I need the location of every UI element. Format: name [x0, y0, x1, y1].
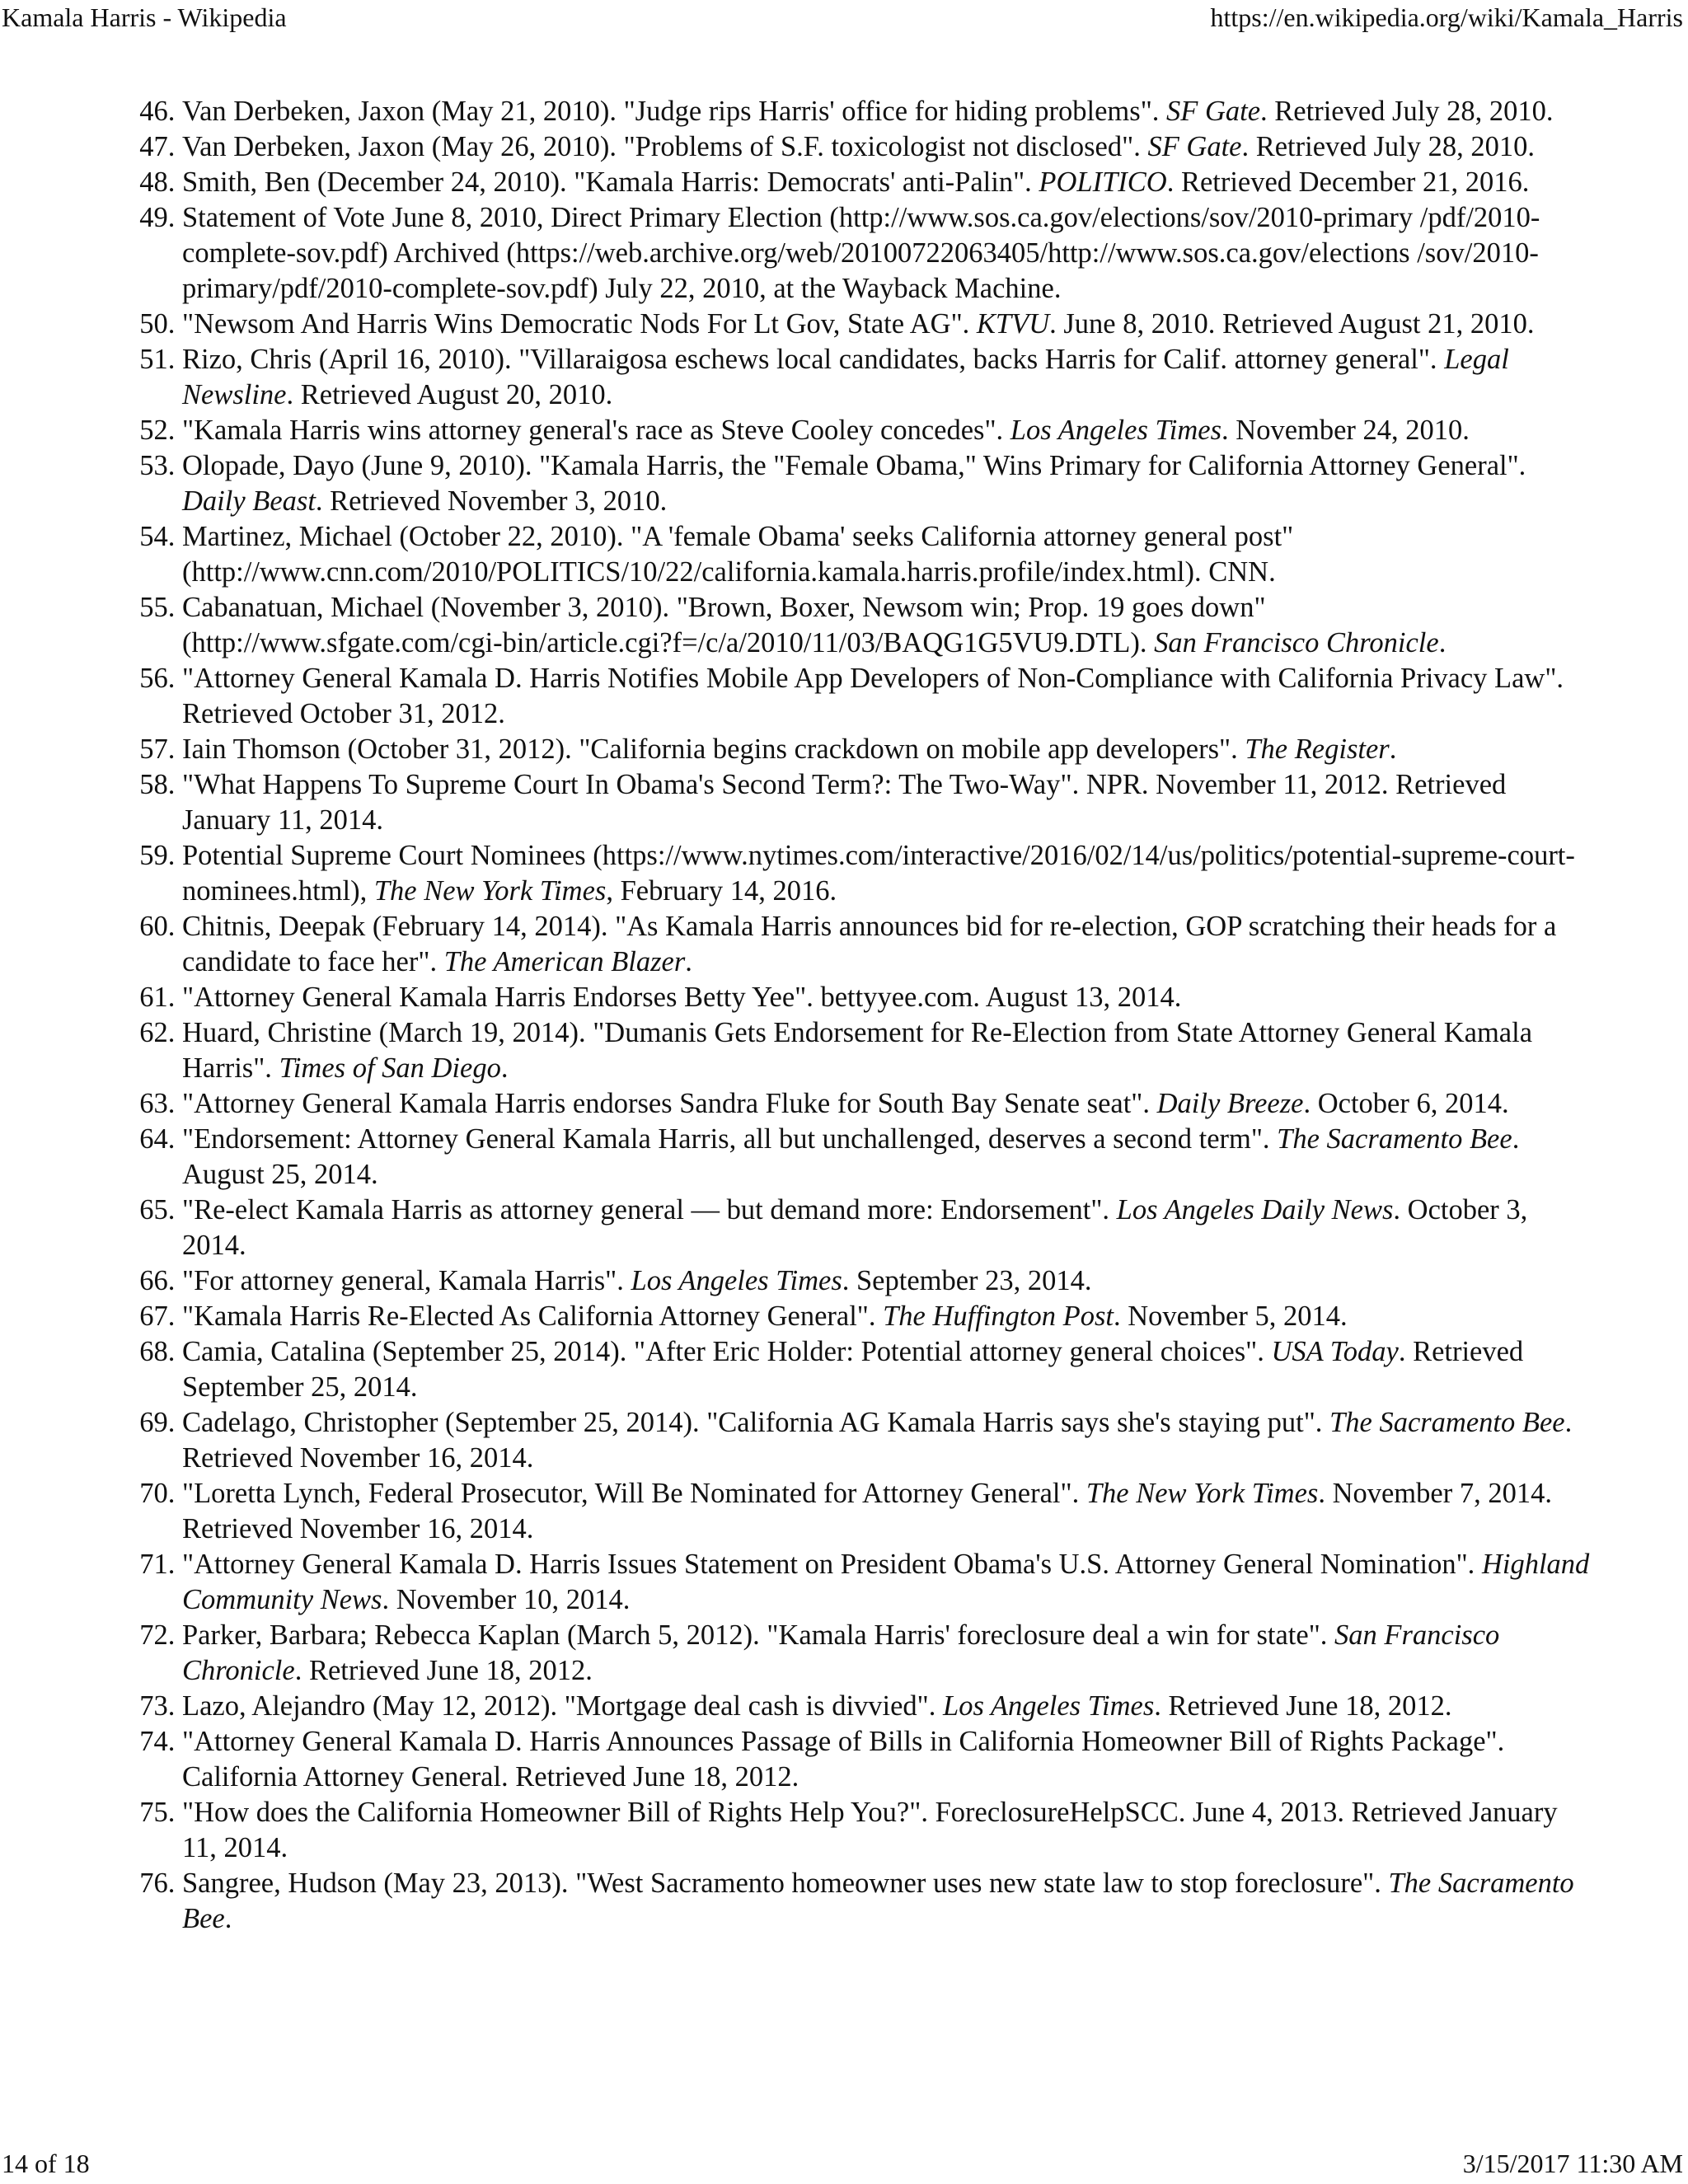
reference-source: SF Gate: [1147, 131, 1242, 162]
reference-text: Statement of Vote June 8, 2010, Direct Primary Election (http://www.sos.ca.gov/elections/sov/2010-primary /pdf/2010-complete-sov.pdf) Archived (https://web.archive.org/web/20100722063405/http://www.sos.ca.gov/elections /sov/2010-primary/pdf/2010-complete-sov.pdf) July 22, 2010, at the Wayback Machine.: [182, 202, 1540, 304]
reference-text: Cadelago, Christopher (September 25, 2014). "California AG Kamala Harris says she's staying put".: [182, 1407, 1330, 1438]
reference-item: [182, 1334, 1592, 1405]
reference-text: . Retrieved December 21, 2016.: [1166, 166, 1530, 198]
reference-item: [182, 200, 1592, 307]
reference-item: [182, 1866, 1592, 1937]
reference-source: The New York Times: [1085, 1478, 1319, 1509]
reference-source: The Huffington Post: [883, 1301, 1114, 1332]
reference-item: [182, 590, 1592, 661]
print-footer: [0, 2146, 1688, 2181]
reference-text: "How does the California Homeowner Bill of Rights Help You?". ForeclosureHelpSCC. June 4, 2013. Retrieved January 11, 2014.: [182, 1797, 1558, 1863]
reference-source: Daily Breeze: [1156, 1088, 1304, 1119]
page-title: Kamala Harris - Wikipedia: [2, 2, 287, 32]
reference-text: "Endorsement: Attorney General Kamala Harris, all but unchallenged, deserves a second term".: [182, 1123, 1278, 1155]
reference-text: "What Happens To Supreme Court In Obama's Second Term?: The Two-Way". NPR. November 11, 2012. Retrieved January 11, 2014.: [182, 769, 1507, 836]
reference-text: , February 14, 2016.: [606, 875, 837, 907]
reference-item: [182, 1689, 1592, 1724]
reference-text: "Attorney General Kamala Harris endorses Sandra Fluke for South Bay Senate seat".: [182, 1088, 1157, 1119]
reference-item: [182, 1193, 1592, 1263]
reference-source: POLITICO: [1039, 166, 1167, 198]
reference-text: . Retrieved June 18, 2012.: [1154, 1690, 1452, 1722]
reference-text: Huard, Christine (March 19, 2014). "Dumanis Gets Endorsement for Re-Election from State Attorney General Kamala Harris".: [182, 1017, 1533, 1084]
reference-text: . Retrieved July 28, 2010.: [1241, 131, 1535, 162]
reference-item: [182, 1015, 1592, 1086]
reference-text: Lazo, Alejandro (May 12, 2012). "Mortgage deal cash is divvied".: [182, 1690, 944, 1722]
reference-source: Times of San Diego: [279, 1052, 501, 1084]
reference-item: [182, 1795, 1592, 1866]
reference-item: [182, 767, 1592, 838]
reference-item: [182, 838, 1592, 909]
reference-text: Parker, Barbara; Rebecca Kaplan (March 5, 2012). "Kamala Harris' foreclosure deal a win for state".: [182, 1619, 1335, 1651]
reference-source: The Register: [1245, 733, 1390, 765]
reference-text: Cabanatuan, Michael (November 3, 2010). "Brown, Boxer, Newsom win; Prop. 19 goes down" (http://www.sfgate.com/cgi-bin/article.cgi?f=/c/a/2010/11/03/BAQG1G5VU9.DTL).: [182, 592, 1266, 658]
reference-item: [182, 909, 1592, 980]
reference-item: [182, 661, 1592, 732]
reference-item: [182, 519, 1592, 590]
reference-text: . August 25, 2014.: [182, 1123, 1520, 1190]
reference-text: Potential Supreme Court Nominees (https://www.nytimes.com/interactive/2016/02/14/us/politics/potential-supreme-court-nominees.html),: [182, 840, 1575, 907]
reference-source: USA Today: [1271, 1336, 1399, 1367]
reference-text: Van Derbeken, Jaxon (May 21, 2010). "Judge rips Harris' office for hiding problems".: [182, 96, 1167, 127]
print-datetime: 3/15/2017 11:30 AM: [1462, 2149, 1683, 2178]
print-header: [0, 0, 1688, 35]
reference-item: [182, 413, 1592, 448]
reference-source: Legal Newsline: [182, 344, 1509, 410]
reference-source: The Sacramento Bee: [182, 1868, 1574, 1934]
reference-text: .: [500, 1052, 509, 1084]
reference-source: SF Gate: [1166, 96, 1261, 127]
reference-source: The New York Times: [373, 875, 607, 907]
reference-source: Los Angeles Daily News: [1116, 1194, 1394, 1226]
references-list: [182, 94, 1592, 1937]
reference-text: . September 23, 2014.: [842, 1265, 1092, 1296]
reference-text: . June 8, 2010. Retrieved August 21, 2010.: [1049, 308, 1535, 340]
reference-text: . Retrieved August 20, 2010.: [286, 379, 613, 410]
reference-text: "Kamala Harris Re-Elected As California Attorney General".: [182, 1301, 884, 1332]
reference-item: [182, 342, 1592, 413]
reference-source: San Francisco Chronicle: [1154, 627, 1439, 658]
reference-text: Chitnis, Deepak (February 14, 2014). "As Kamala Harris announces bid for re-election, GOP scratching their heads for a candidate to face her".: [182, 911, 1557, 977]
reference-text: . October 3, 2014.: [182, 1194, 1528, 1261]
reference-text: Martinez, Michael (October 22, 2010). "A 'female Obama' seeks California attorney general post" (http://www.cnn.com/2010/POLITICS/10/22/california.kamala.harris.profile/index.html). CNN.: [182, 521, 1294, 588]
reference-text: . November 10, 2014.: [382, 1584, 631, 1615]
reference-item: [182, 1122, 1592, 1193]
reference-item: [182, 1724, 1592, 1795]
reference-item: [182, 1299, 1592, 1334]
reference-text: . November 5, 2014.: [1113, 1301, 1348, 1332]
reference-item: [182, 732, 1592, 767]
reference-text: . Retrieved November 3, 2010.: [315, 485, 668, 517]
reference-source: The Sacramento Bee: [1277, 1123, 1512, 1155]
reference-text: . Retrieved July 28, 2010.: [1260, 96, 1554, 127]
reference-text: .: [1389, 733, 1397, 765]
page-count: 14 of 18: [2, 2149, 90, 2178]
reference-item: [182, 1086, 1592, 1122]
reference-text: Iain Thomson (October 31, 2012). "California begins crackdown on mobile app developers".: [182, 733, 1245, 765]
reference-text: "For attorney general, Kamala Harris".: [182, 1265, 631, 1296]
reference-text: Olopade, Dayo (June 9, 2010). "Kamala Harris, the "Female Obama," Wins Primary for California Attorney General".: [182, 450, 1526, 481]
reference-item: [182, 1263, 1592, 1299]
reference-text: Sangree, Hudson (May 23, 2013). "West Sacramento homeowner uses new state law to stop foreclosure".: [182, 1868, 1389, 1899]
reference-text: . Retrieved June 18, 2012.: [294, 1655, 593, 1686]
reference-text: .: [224, 1903, 232, 1934]
reference-text: .: [1438, 627, 1447, 658]
reference-text: "Newsom And Harris Wins Democratic Nods For Lt Gov, State AG".: [182, 308, 977, 340]
reference-text: . November 7, 2014. Retrieved November 16, 2014.: [182, 1478, 1552, 1544]
reference-source: Los Angeles Times: [631, 1265, 842, 1296]
reference-source: San Francisco Chronicle: [182, 1619, 1500, 1686]
reference-source: Daily Beast: [182, 485, 316, 517]
reference-item: [182, 980, 1592, 1015]
reference-item: [182, 448, 1592, 519]
reference-item: [182, 307, 1592, 342]
reference-item: [182, 1547, 1592, 1618]
reference-text: . Retrieved September 25, 2014.: [182, 1336, 1524, 1403]
page-url: https://en.wikipedia.org/wiki/Kamala_Harris: [1210, 2, 1683, 32]
reference-source: Los Angeles Times: [1010, 415, 1222, 446]
reference-source: Highland Community News: [182, 1549, 1590, 1615]
reference-text: "Loretta Lynch, Federal Prosecutor, Will Be Nominated for Attorney General".: [182, 1478, 1086, 1509]
reference-text: Smith, Ben (December 24, 2010). "Kamala Harris: Democrats' anti-Palin".: [182, 166, 1039, 198]
reference-text: "Attorney General Kamala D. Harris Notifies Mobile App Developers of Non-Compliance with California Privacy Law". Retrieved October 31, 2012.: [182, 663, 1564, 729]
reference-text: "Attorney General Kamala Harris Endorses Betty Yee". bettyyee.com. August 13, 2014.: [182, 982, 1182, 1013]
reference-text: "Attorney General Kamala D. Harris Announces Passage of Bills in California Homeowner Bill of Rights Package". California Attorney General. Retrieved June 18, 2012.: [182, 1726, 1505, 1793]
reference-text: . Retrieved November 16, 2014.: [182, 1407, 1573, 1474]
reference-source: The Sacramento Bee: [1329, 1407, 1565, 1438]
reference-source: The American Blazer: [443, 946, 686, 977]
reference-item: [182, 94, 1592, 129]
reference-item: [182, 165, 1592, 200]
reference-source: Los Angeles Times: [943, 1690, 1155, 1722]
reference-text: "Re-elect Kamala Harris as attorney general — but demand more: Endorsement".: [182, 1194, 1117, 1226]
reference-item: [182, 1618, 1592, 1689]
reference-item: [182, 1476, 1592, 1547]
reference-text: "Attorney General Kamala D. Harris Issues Statement on President Obama's U.S. Attorney General Nomination".: [182, 1549, 1482, 1580]
reference-item: [182, 129, 1592, 165]
reference-text: "Kamala Harris wins attorney general's race as Steve Cooley concedes".: [182, 415, 1010, 446]
reference-source: KTVU: [976, 308, 1050, 340]
reference-text: . November 24, 2010.: [1221, 415, 1470, 446]
reference-item: [182, 1405, 1592, 1476]
reference-text: Van Derbeken, Jaxon (May 26, 2010). "Problems of S.F. toxicologist not disclosed".: [182, 131, 1148, 162]
reference-text: Camia, Catalina (September 25, 2014). "After Eric Holder: Potential attorney general choices".: [182, 1336, 1272, 1367]
reference-text: .: [685, 946, 692, 977]
reference-text: . October 6, 2014.: [1303, 1088, 1509, 1119]
reference-text: Rizo, Chris (April 16, 2010). "Villaraigosa eschews local candidates, backs Harris for Calif. attorney general".: [182, 344, 1445, 375]
